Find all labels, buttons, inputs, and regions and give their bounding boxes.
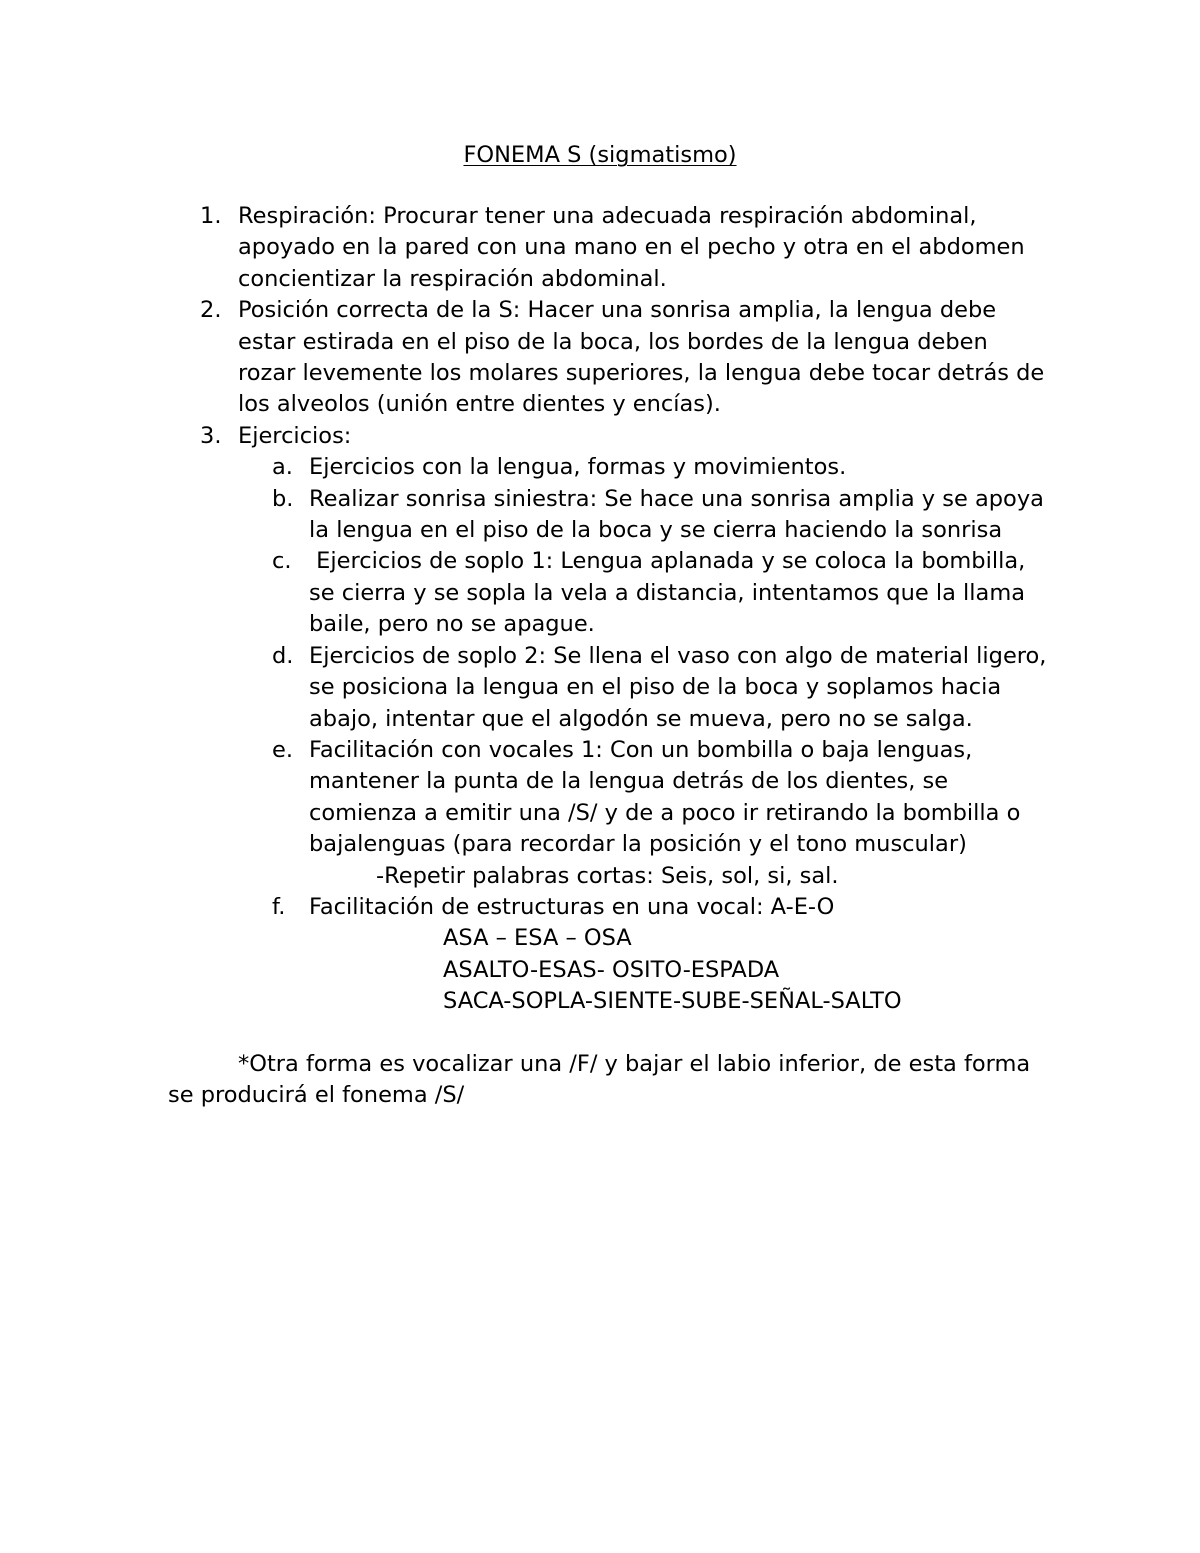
list-item-2	[168, 295, 1048, 421]
sub-item-b	[168, 484, 1048, 547]
list-item-1	[168, 201, 1048, 295]
closing-note: *Otra forma es vocalizar una /F/ y bajar el labio inferior, de esta forma se producirá el fonema /S/	[168, 1050, 1031, 1109]
word-line-2: ASALTO-ESAS- OSITO-ESPADA	[443, 956, 780, 983]
sub-item-e	[168, 735, 1048, 861]
list-item-number: 3.	[200, 422, 222, 449]
sub-item-letter: c.	[272, 548, 292, 575]
sub-item-letter: b.	[272, 485, 294, 512]
document-title: FONEMA S (sigmatismo)	[463, 142, 737, 168]
sub-item-text: Ejercicios de soplo 2: Se llena el vaso con algo de material ligero, se posiciona la lengua en el piso de la boca y soplamos hacia abajo, intentar que el algodón se mueva, pero no se salga.	[309, 642, 1047, 732]
list-item-number: 1.	[200, 203, 222, 229]
word-line-3: SACA-SOPLA-SIENTE-SUBE-SEÑAL-SALTO	[443, 988, 902, 1015]
sub-item-text: Realizar sonrisa siniestra: Se hace una sonrisa amplia y se apoya la lengua en el piso de la boca y se cierra haciendo la sonrisa	[309, 485, 1044, 544]
sub-item-text: Ejercicios de soplo 1: Lengua aplanada y se coloca la bombilla, se cierra y se sopla la vela a distancia, intentamos que la llama baile, pero no se apague.	[309, 548, 1033, 638]
repeat-words-line: -Repetir palabras cortas: Seis, sol, si, sal.	[376, 862, 839, 889]
sub-item-letter: f.	[272, 893, 286, 920]
list-item-text: Respiración: Procurar tener una adecuada respiración abdominal, apoyado en la pared con una mano en el pecho y otra en el abdomen concientizar la respiración abdominal.	[238, 203, 1025, 292]
sub-item-a	[168, 452, 1048, 483]
list-item-text: Posición correcta de la S: Hacer una sonrisa amplia, la lengua debe estar estirada en el piso de la boca, los bordes de la lengua deben rozar levemente los molares superiores, la lengua debe tocar detrás de los alveolos (unión entre dientes y encías).	[238, 297, 1045, 418]
sub-item-letter: a.	[272, 454, 293, 481]
list-item-text: Ejercicios:	[238, 422, 352, 449]
sub-item-text: Facilitación de estructuras en una vocal: A-E-O	[309, 893, 835, 920]
document-body	[168, 201, 1048, 1112]
sub-item-text: Facilitación con vocales 1: Con un bombilla o baja lenguas, mantener la punta de la lengua detrás de los dientes, se comienza a emitir una /S/ y de a poco ir retirando la bombilla o bajalenguas (para recordar la posición y el tono muscular)	[309, 736, 1021, 858]
sub-item-letter: e.	[272, 736, 293, 763]
sub-item-c	[168, 546, 1048, 640]
sub-item-d	[168, 641, 1048, 735]
list-item-number: 2.	[200, 297, 222, 324]
word-line-1: ASA – ESA – OSA	[443, 925, 632, 952]
sub-item-f	[168, 892, 1048, 923]
sub-item-text: Ejercicios con la lengua, formas y movimientos.	[309, 454, 847, 481]
sub-item-letter: d.	[272, 642, 294, 669]
list-item-3	[168, 421, 1048, 452]
